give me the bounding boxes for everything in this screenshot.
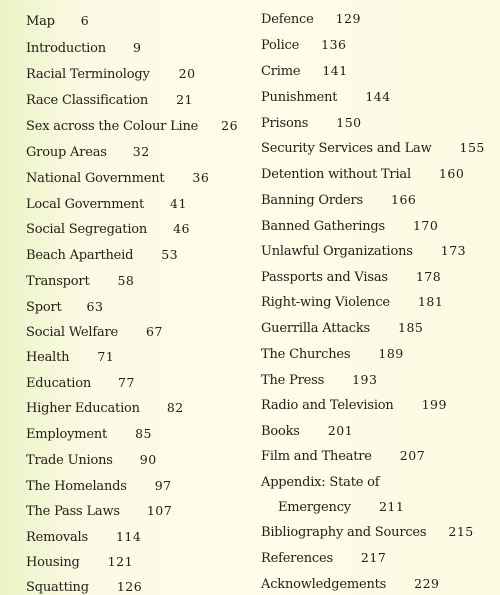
toc-entry [261, 218, 438, 234]
toc-entry [261, 474, 407, 490]
toc-entry-page: 90 [139, 452, 157, 467]
toc-entry-title: Trade Unions [26, 453, 113, 468]
toc-entry [26, 92, 193, 108]
toc-entry-page: 160 [438, 166, 465, 181]
toc-entry [261, 89, 391, 105]
toc-entry-page: 144 [365, 89, 391, 104]
toc-entry-page: 155 [459, 140, 485, 155]
toc-entry-page: 36 [192, 170, 210, 185]
toc-entry-title: Detention without Trial [261, 167, 411, 182]
toc-entry-title: Radio and Television [261, 398, 394, 413]
toc-entry-title: Introduction [26, 41, 106, 56]
toc-entry-title: Banned Gatherings [261, 219, 385, 234]
toc-entry-page: 21 [176, 92, 193, 107]
toc-entry-page: 9 [132, 40, 142, 55]
toc-entry-title: Sex across the Colour Line [26, 119, 199, 134]
toc-entry-page: 53 [161, 247, 179, 262]
toc-entry-title: Higher Education [26, 401, 140, 416]
toc-entry-title: Transport [26, 274, 90, 289]
toc-entry [261, 269, 441, 285]
toc-entry-title: Race Classification [26, 93, 149, 108]
toc-entry-page: 217 [360, 550, 387, 565]
toc-entry-title: Appendix: State of [261, 475, 380, 490]
toc-entry [26, 170, 209, 186]
toc-entry-title: Police [261, 38, 300, 53]
toc-entry-title: Map [26, 14, 55, 29]
toc-entry-page: 85 [135, 426, 152, 441]
toc-entry-title: The Homelands [26, 479, 127, 494]
toc-entry-title: Security Services and Law [261, 141, 432, 156]
toc-entry-title: The Press [261, 373, 325, 388]
toc-entry [26, 554, 133, 570]
toc-entry-page: 211 [378, 499, 405, 514]
toc-entry-page: 189 [378, 346, 404, 361]
toc-entry-title: The Pass Laws [26, 504, 120, 519]
toc-entry [261, 550, 386, 566]
toc-entry-title: The Churches [261, 347, 351, 362]
toc-entry [26, 13, 89, 29]
toc-entry-title: Social Segregation [26, 222, 148, 237]
toc-entry [26, 273, 134, 289]
toc-entry-title: Prisons [261, 116, 309, 131]
toc-entry [26, 66, 196, 82]
toc-entry [26, 349, 114, 365]
toc-entry [26, 426, 152, 442]
toc-entry [261, 294, 443, 310]
toc-entry-title: References [261, 551, 333, 566]
toc-entry-page: 229 [414, 576, 440, 591]
toc-entry-title: Guerrilla Attacks [261, 321, 371, 336]
toc-entry-page: 41 [170, 196, 187, 211]
toc-entry [26, 375, 135, 391]
toc-entry [26, 324, 163, 340]
toc-entry-page: 193 [352, 372, 378, 387]
toc-entry-page: 114 [115, 529, 142, 544]
toc-entry-page: 129 [335, 11, 361, 26]
toc-entry-title: Right-wing Violence [261, 295, 390, 310]
toc-entry-page: 58 [117, 273, 135, 288]
toc-entry-page: 63 [86, 299, 104, 314]
toc-entry [26, 452, 157, 468]
toc-entry-title: Books [261, 424, 300, 439]
toc-entry [261, 166, 464, 182]
toc-entry-page: 215 [448, 524, 474, 539]
toc-entry-title: Education [26, 376, 91, 391]
toc-entry-page: 170 [412, 218, 439, 233]
toc-entry-title: Punishment [261, 90, 338, 105]
toc-entry [261, 63, 348, 79]
toc-entry-title: Racial Terminology [26, 67, 150, 82]
toc-entry [26, 118, 238, 134]
toc-entry-page: 199 [421, 397, 447, 412]
toc-entry [261, 372, 377, 388]
toc-entry-page: 141 [322, 63, 348, 78]
toc-entry [261, 115, 362, 131]
toc-entry-page: 150 [336, 115, 362, 130]
toc-entry-title: Crime [261, 64, 301, 79]
toc-entry-title: Sport [26, 300, 62, 315]
toc-entry-page: 201 [327, 423, 354, 438]
toc-entry [261, 448, 425, 464]
toc-entry-title: Local Government [26, 197, 145, 212]
toc-entry-page: 82 [166, 400, 184, 415]
toc-entry-page: 166 [391, 192, 417, 207]
toc-entry-page: 6 [80, 13, 90, 28]
toc-entry [26, 247, 178, 263]
toc-entry-title: Squatting [26, 580, 89, 595]
toc-entry-page: 97 [154, 478, 172, 493]
toc-entry [26, 529, 141, 545]
toc-entry-page: 121 [107, 554, 134, 569]
toc-entry-title: Defence [261, 12, 314, 27]
toc-entry [261, 423, 353, 439]
toc-entry [26, 196, 187, 212]
toc-entry-title: Bibliography and Sources [261, 525, 427, 540]
toc-entry [261, 11, 361, 27]
toc-entry [261, 576, 440, 592]
toc-entry [26, 144, 150, 160]
toc-entry-title: Emergency [278, 500, 351, 515]
toc-entry-title: Passports and Visas [261, 270, 388, 285]
toc-entry [26, 299, 103, 315]
toc-entry-page: 46 [173, 221, 190, 236]
toc-entry [261, 140, 485, 156]
toc-entry-page: 207 [399, 448, 426, 463]
toc-entry-title: Beach Apartheid [26, 248, 134, 263]
toc-entry [261, 37, 347, 53]
toc-entry-page: 185 [398, 320, 424, 335]
toc-entry [26, 478, 172, 494]
toc-entry-page: 136 [321, 37, 347, 52]
toc-entry [26, 400, 184, 416]
toc-entry-page: 26 [221, 118, 239, 133]
toc-entry [278, 499, 404, 515]
toc-entry [261, 243, 466, 259]
toc-entry [261, 397, 447, 413]
toc-entry-page: 173 [440, 243, 467, 258]
toc-entry [26, 503, 172, 519]
toc-entry-title: Group Areas [26, 145, 107, 160]
toc-entry-title: Employment [26, 427, 108, 442]
toc-entry-title: Housing [26, 555, 80, 570]
toc-entry [261, 524, 474, 540]
toc-entry-page: 20 [178, 66, 196, 81]
toc-entry-page: 71 [97, 349, 115, 364]
toc-entry-title: Acknowledgements [261, 577, 387, 592]
toc-entry-title: Film and Theatre [261, 449, 372, 464]
toc-entry-title: Health [26, 350, 70, 365]
toc-entry-title: Social Welfare [26, 325, 119, 340]
toc-entry-title: National Government [26, 171, 165, 186]
toc-entry [26, 221, 190, 237]
toc-entry-title: Unlawful Organizations [261, 244, 413, 259]
toc-entry-title: Banning Orders [261, 193, 364, 208]
toc-entry-title: Removals [26, 530, 88, 545]
toc-entry [261, 346, 404, 362]
toc-entry-page: 107 [146, 503, 173, 518]
toc-entry [261, 320, 423, 336]
toc-entry-page: 178 [415, 269, 442, 284]
toc-entry [261, 192, 416, 208]
toc-entry-page: 32 [132, 144, 150, 159]
toc-entry-page: 181 [417, 294, 444, 309]
toc-entry [26, 40, 141, 56]
toc-entry-page: 126 [116, 579, 143, 594]
toc-entry-page: 77 [118, 375, 135, 390]
toc-entry-page: 67 [146, 324, 163, 339]
